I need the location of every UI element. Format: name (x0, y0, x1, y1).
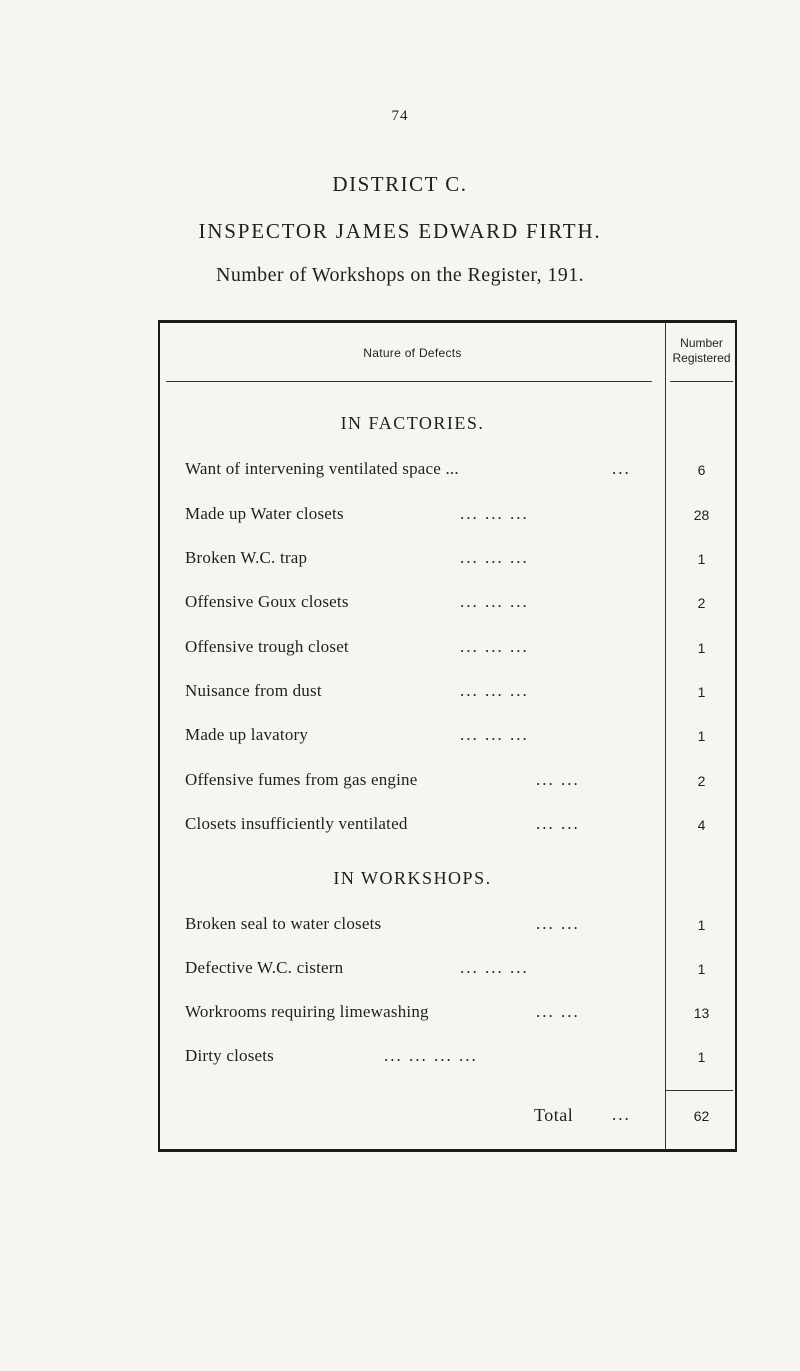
row-value: 6 (697, 462, 706, 478)
page-number: 74 (391, 108, 409, 124)
section-title-factories: IN FACTORIES. (340, 413, 485, 433)
row-value: 2 (697, 595, 706, 611)
row-label: Broken seal to water closets (185, 914, 382, 933)
row-dots: ... ... ... ... (384, 1046, 478, 1065)
row-label: Made up lavatory (185, 725, 309, 744)
row-dots: ... ... ... (460, 637, 529, 656)
row-label: Closets insufficiently ventilated (185, 814, 408, 833)
row-dots: ... ... ... (460, 548, 529, 567)
row-dots: ... ... (536, 770, 580, 789)
header-rule (166, 381, 652, 382)
row-label: Nuisance from dust (185, 681, 322, 700)
row-dots: ... ... (536, 1002, 580, 1021)
register-line: Number of Workshops on the Register, 191. (215, 264, 585, 286)
header-registered-line: Registered (672, 351, 731, 365)
row-value: 1 (697, 551, 706, 567)
defects-table (158, 320, 737, 1152)
row-dots: ... ... ... (460, 725, 529, 744)
row-label: Dirty closets (185, 1046, 275, 1065)
total-dots: ... (612, 1105, 631, 1124)
row-value: 1 (697, 684, 706, 700)
district-title: DISTRICT C. (332, 172, 468, 196)
row-value: 1 (697, 728, 706, 744)
row-value: 1 (697, 640, 706, 656)
row-label: Made up Water closets (185, 504, 344, 523)
total-label: Total (534, 1105, 574, 1125)
row-value: 1 (697, 961, 706, 977)
row-label: Offensive fumes from gas engine (185, 770, 418, 789)
header-number-line: Number (680, 336, 723, 350)
row-dots: ... ... (536, 814, 580, 833)
header-number-registered (666, 336, 737, 366)
row-dots: ... ... ... (460, 681, 529, 700)
row-dots: ... ... ... (460, 958, 529, 977)
row-value: 4 (697, 817, 706, 833)
total-rule (666, 1090, 733, 1091)
row-label: Want of intervening ventilated space ... (185, 459, 459, 478)
row-value: 2 (697, 773, 706, 789)
row-dots: ... (612, 459, 631, 478)
total-value: 62 (693, 1108, 710, 1124)
row-label: Offensive trough closet (185, 637, 349, 656)
row-dots: ... ... ... (460, 504, 529, 523)
row-value: 28 (693, 507, 710, 523)
inspector-line: INSPECTOR JAMES EDWARD FIRTH. (198, 219, 602, 243)
row-value: 1 (697, 1049, 706, 1065)
row-dots: ... ... ... (460, 592, 529, 611)
row-label: Offensive Goux closets (185, 592, 349, 611)
row-label: Broken W.C. trap (185, 548, 308, 567)
section-title-workshops: IN WORKSHOPS. (333, 868, 492, 888)
row-value: 1 (697, 917, 706, 933)
header-rule (670, 381, 733, 382)
row-label: Workrooms requiring limewashing (185, 1002, 429, 1021)
row-value: 13 (693, 1005, 710, 1021)
header-nature-of-defects: Nature of Defects (363, 346, 462, 360)
row-label: Defective W.C. cistern (185, 958, 344, 977)
row-dots: ... ... (536, 914, 580, 933)
